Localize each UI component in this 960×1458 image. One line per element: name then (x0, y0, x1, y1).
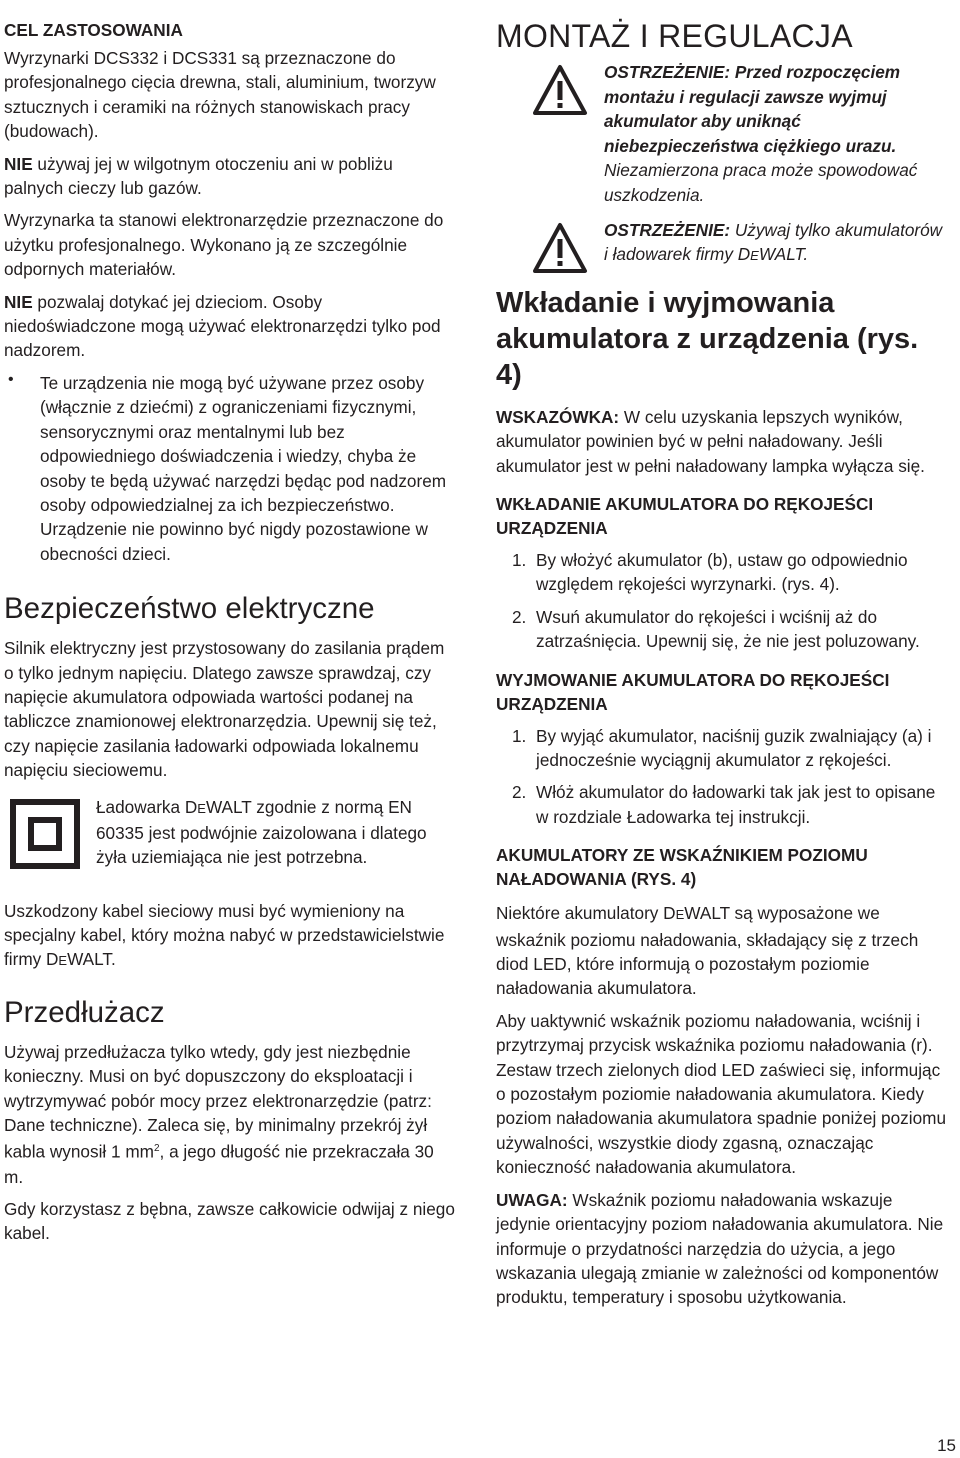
heading-assembly: MONTAŻ I REGULACJA (496, 18, 853, 54)
insert-steps-list (496, 548, 948, 654)
heading-electrical-safety: Bezpieczeństwo elektryczne (4, 592, 375, 626)
warning-triangle-icon (532, 222, 588, 274)
warning-triangle-icon (532, 64, 588, 116)
step-number: 1. (512, 725, 527, 746)
warning-text-2: OSTRZEŻENIE: Używaj tylko akumulatorów i ładowarek firmy DEWALT. (604, 219, 943, 265)
step-item (496, 724, 948, 773)
warning-block-1 (496, 60, 948, 208)
paragraph-damaged-cable: Uszkodzony kabel sieciowy musi być wymieniony na specjalny kabel, który można nabyć w przedstawicielstwie firmy DEWALT. (4, 900, 445, 970)
paragraph-children: NIE pozwalaj dotykać jej dzieciom. Osoby niedoświadczone mogą używać elektronarzędzi tylko pod nadzorem. (4, 291, 441, 361)
double-insulation-icon (10, 799, 80, 869)
double-insulation-block (4, 795, 456, 891)
bullet-text: Te urządzenia nie mogą być używane przez osoby (włącznie z dziećmi) z ograniczeniami fizycznymi, sensorycznymi oraz mentalnymi lub bez odpowiedniego doświadczenia i wiedzy, chyba że osoby te będą używać narzędzi będąc pod nadzorem osoby odpowiedzialnej za ich bezpieczeństwo. Urządzenie nie powinno być nigdy pozostawione w obecności dzieci. (40, 372, 447, 564)
paragraph-tip: WSKAZÓWKA: W celu uzyskania lepszych wyników, akumulator powinien być w pełni naładowany. Jeśli akumulator jest w pełni naładowany lampka wyłącza się. (496, 406, 925, 476)
warning-block-2 (496, 218, 948, 269)
paragraph-note: UWAGA: Wskaźnik poziomu naładowania wskazuje jedynie orientacyjny poziom naładowania akumulatora. Nie informuje o przydatności narzędzia do użycia, a jego wskazania ulegają zmianie w zależności od komponentów produktu, temperatury i sposobu użytkowania. (496, 1189, 944, 1308)
bullet-item (4, 371, 456, 566)
step-text: By włożyć akumulator (b), ustaw go odpowiednio względem rękojeści wyrzynarki. (rys. 4). (536, 549, 908, 595)
paragraph-fuel-gauge: Niektóre akumulatory DEWALT są wyposażone we wskaźnik poziomu naładowania, składający się z trzech diod LED, które informują o pozostałym poziomie naładowania akumulatora. (496, 903, 919, 999)
step-number: 2. (512, 606, 527, 627)
subheading-remove-battery: WYJMOWANIE AKUMULATORA DO RĘKOJEŚCI URZĄDZENIA (496, 669, 890, 714)
right-column (496, 18, 948, 1310)
step-text: Wsuń akumulator do rękojeści i wciśnij aż do zatrzaśnięcia. Upewnij się, że nie jest poluzowany. (536, 606, 920, 652)
paragraph-cable-reel: Gdy korzystasz z bębna, zawsze całkowicie odwijaj z niego kabel. (4, 1198, 455, 1244)
page-number: 15 (937, 1436, 956, 1455)
paragraph-activate-gauge: Aby uaktywnić wskaźnik poziomu naładowania, wciśnij i przytrzymaj przycisk wskaźnika poziomu naładowania (r). Zestaw trzech zielonych diod LED zaświeci się, informując o pozostałym poziomie naładowania akumulatora. Kiedy poziom naładowania akumulatora spadnie poniżej poziomu używalności, wszystkie diody zgasną, oznaczając konieczność naładowania akumulatora. (496, 1010, 947, 1178)
subheading-insert-battery: WKŁADANIE AKUMULATORA DO RĘKOJEŚCI URZĄDZENIA (496, 493, 874, 538)
remove-steps-list (496, 724, 948, 830)
paragraph-extension-cord: Używaj przedłużacza tylko wtedy, gdy jest niezbędnie konieczny. Musi on być dopuszczony do eksploatacji i wytrzymywać pobór mocy przez elektronarzędzie (patrz: Dane techniczne). Zaleca się, by minimalny przekrój żył kabla wynosił 1 $mm^2$, a jego długość nie przekraczała 30 m. (4, 1041, 434, 1187)
left-column (4, 18, 456, 1246)
step-number: 2. (512, 782, 527, 803)
step-item (496, 548, 948, 597)
step-number: 1. (512, 549, 527, 570)
subheading-fuel-gauge: AKUMULATORY ZE WSKAŹNIKIEM POZIOMU NAŁADOWANIA (RYS. 4) (496, 845, 868, 890)
step-item (496, 605, 948, 654)
paragraph-intended-use: Wyrzynarki DCS332 i DCS331 są przeznaczone do profesjonalnego cięcia drewna, stali, aluminium, tworzyw sztucznych i ceramiki na różnych stanowiskach pracy (budowach). (4, 48, 436, 142)
paragraph-wet-warning: NIE używaj jej w wilgotnym otoczeniu ani w pobliżu palnych cieczy lub gazów. (4, 153, 393, 199)
step-text: By wyjąć akumulator, naciśnij guzik zwalniający (a) i jednocześnie wyciągnij akumulator z rękojeści. (536, 725, 932, 770)
heading-battery-insert: Wkładanie i wyjmowania akumulatora z urządzenia (rys. 4) (496, 286, 919, 391)
bullet-dot: • (8, 370, 14, 388)
step-item (496, 780, 948, 829)
step-text: Włóż akumulator do ładowarki tak jak jest to opisane w rozdziale Ładowarka tej instrukcji. (536, 782, 936, 827)
paragraph-double-insulation: Ładowarka DEWALT zgodnie z normą EN 60335 jest podwójnie zaizolowana i dlatego żyła uziemiająca nie jest potrzebna. (96, 796, 427, 868)
heading-intended-use: CEL ZASTOSOWANIA (4, 20, 183, 40)
heading-extension-cord: Przedłużacz (4, 995, 165, 1029)
warning-text-1: OSTRZEŻENIE: Przed rozpoczęciem montażu i regulacji zawsze wyjmuj akumulator aby uniknąć niebezpieczeństwa ciężkiego urazu. Niezamierzona praca może spowodować uszkodzenia. (604, 62, 918, 205)
paragraph-voltage: Silnik elektryczny jest przystosowany do zasilania prądem o tylko jednym napięciu. Dlatego zawsze sprawdzaj, czy napięcie akumulatora odpowiada wartości podanej na tabliczce znamionowej elektronarzędzia. Upewnij się też, czy napięcie zasilania ładowarki odpowiada lokalnemu napięciu sieciowemu. (4, 638, 445, 781)
paragraph-professional: Wyrzynarka ta stanowi elektronarzędzie przeznaczone do użytku profesjonalnego. Wykonano ją ze szczególnie odpornych materiałów. (4, 210, 444, 280)
